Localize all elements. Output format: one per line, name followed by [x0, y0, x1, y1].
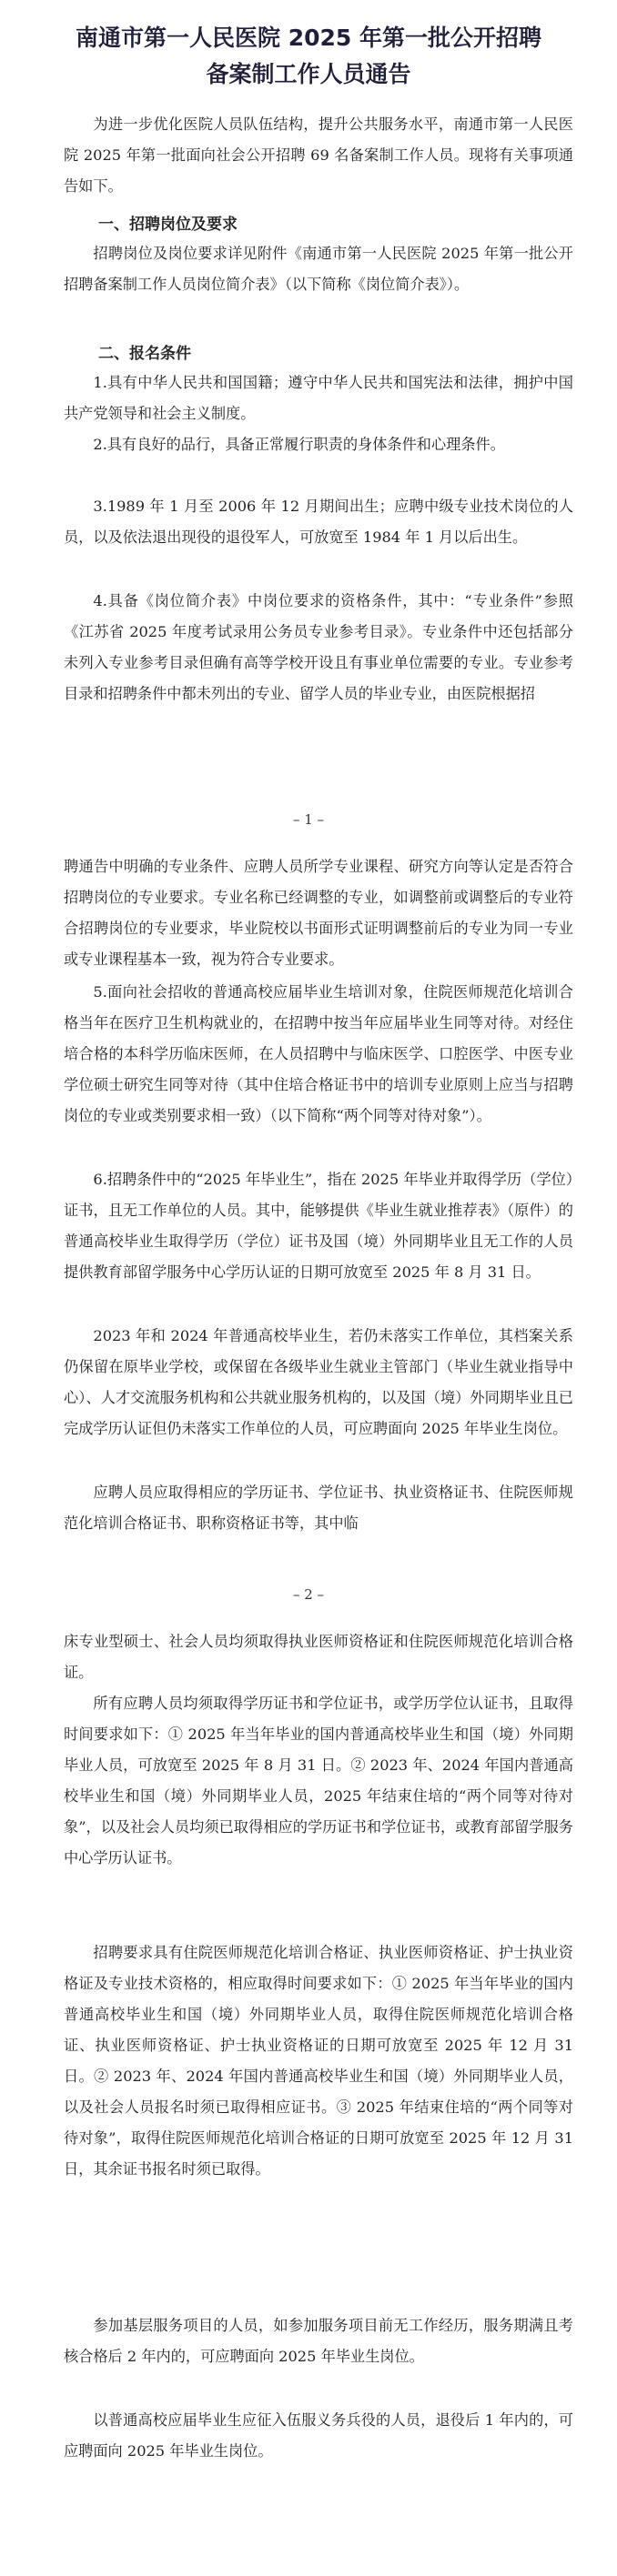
document-title-line-2: 备案制工作人员通告 [206, 61, 411, 87]
grassroots-service-paragraph: 参加基层服务项目的人员，如参加服务项目前无工作经历，服务期满且考核合格后 2 年内的，可应聘面向 2025 年毕业生岗位。 [64, 2317, 573, 2365]
section-1-text: 招聘岗位及岗位要求详见附件《南通市第一人民医院 2025 年第一批公开招聘备案制工作人员岗位简介表》（以下简称《岗位简介表》）。 [64, 245, 573, 293]
condition-6: 6.招聘条件中的“2025 年毕业生”，指在 2025 年毕业并取得学历（学位）证书，且无工作单位的人员。其中，能够提供《毕业生就业推荐表》（原件）的普通高校毕业生取得学历（学位）证书及国（境）外同期毕业且无工作的人员提供教育部留学服务中心学历认证的日期可放宽至 2025 年 8 月 31 日。 [64, 1171, 573, 1281]
degree-time-paragraph: 所有应聘人员均须取得学历证书和学位证书，或学历学位认证书，且取得时间要求如下：① 2025 年当年毕业的国内普通高校毕业生和国（境）外同期毕业人员，可放宽至 2025 年 8 月 31 日。② 2023 年、2024 年国内普通高校毕业生和国（境）外同期毕业人员，2025 年结束住培的“两个同等对待对象”，以及社会人员均须已取得相应的学历证书和学位证书，或教育部留学服务中心学历认证书。 [64, 1695, 573, 1867]
page-2-continuation: 聘通告中明确的专业条件、应聘人员所学专业课程、研究方向等认定是否符合招聘岗位的专业要求。专业名称已经调整的专业，如调整前或调整后的专业符合招聘岗位的专业要求，毕业院校以书面形式证明调整前后的专业为同一专业或专业课程基本一致，视为符合专业要求。 [64, 858, 573, 968]
condition-2: 2.具有良好的品行，具备正常履行职责的身体条件和心理条件。 [93, 436, 505, 453]
page-number-2: – 2 – [292, 1586, 325, 1603]
document-title-line-1: 南通市第一人民医院 2025 年第一批公开招聘 [76, 25, 541, 51]
intro-paragraph: 为进一步优化医院人员队伍结构，提升公共服务水平，南通市第一人民医院 2025 年第一批面向社会公开招聘 69 名备案制工作人员。现将有关事项通告如下。 [64, 116, 573, 195]
section-1-heading: 一、招聘岗位及要求 [98, 216, 238, 234]
qualification-time-paragraph: 招聘要求具有住院医师规范化培训合格证、执业医师资格证、护士执业资格证及专业技术资格的，相应取得时间要求如下：① 2025 年当年毕业的国内普通高校毕业生和国（境）外同期毕业人员，取得住院医师规范化培训合格证、执业医师资格证、护士执业资格证的日期可放宽至 2025 年 12 月 31 日。② 2023 年、2024 年国内普通高校毕业生和国（境）外同期毕业人员，以及社会人员报名时须已取得相应证书。③ 2025 年结束住培的“两个同等对待对象”，取得住院医师规范化培训合格证的日期可放宽至 2025 年 12 月 31 日，其余证书报名时须已取得。 [64, 1944, 573, 2178]
condition-4: 4.具备《岗位简介表》中岗位要求的资格条件，其中：“专业条件”参照《江苏省 2025 年度考试录用公务员专业参考目录》。专业条件中还包括部分未列入专业参考目录但确有高等学校开设且有事业单位需要的专业。专业参考目录和招聘条件中都未列出的专业、留学人员的毕业专业，由医院根据招 [64, 592, 573, 702]
page-3-continuation: 床专业型硕士、社会人员均须取得执业医师资格证和住院医师规范化培训合格证。 [64, 1633, 573, 1681]
condition-3: 3.1989 年 1 月至 2006 年 12 月期间出生；应聘中级专业技术岗位的人员，以及依法退出现役的退役军人，可放宽至 1984 年 1 月以后出生。 [64, 498, 573, 546]
section-2-heading: 二、报名条件 [98, 345, 191, 363]
veterans-paragraph: 以普通高校应届毕业生应征入伍服义务兵役的人员，退役后 1 年内的，可应聘面向 2025 年毕业生岗位。 [64, 2411, 573, 2460]
graduates-2023-2024-paragraph: 2023 年和 2024 年普通高校毕业生，若仍未落实工作单位，其档案关系仍保留在原毕业学校，或保留在各级毕业生就业主管部门（毕业生就业指导中心）、人才交流服务机构和公共就业服务机构的，以及国（境）外同期毕业且已完成学历认证但仍未落实工作单位的人员，可应聘面向 2025 年毕业生岗位。 [64, 1327, 573, 1437]
condition-1: 1.具有中华人民共和国国籍；遵守中华人民共和国宪法和法律，拥护中国共产党领导和社会主义制度。 [64, 374, 573, 422]
page-number-1: – 1 – [292, 811, 325, 828]
condition-5: 5.面向社会招收的普通高校应届毕业生培训对象，住院医师规范化培训合格当年在医疗卫生机构就业的，在招聘中按当年应届毕业生同等对待。对经住培合格的本科学历临床医师，在人员招聘中与临床医学、口腔医学、中医专业学位硕士研究生同等对待（其中住培合格证书中的培训专业原则上应当与招聘岗位的专业或类别要求相一致）（以下简称“两个同等对待对象”）。 [64, 983, 573, 1124]
certificates-paragraph: 应聘人员应取得相应的学历证书、学位证书、执业资格证书、住院医师规范化培训合格证书、职称资格证书等，其中临 [64, 1484, 573, 1532]
